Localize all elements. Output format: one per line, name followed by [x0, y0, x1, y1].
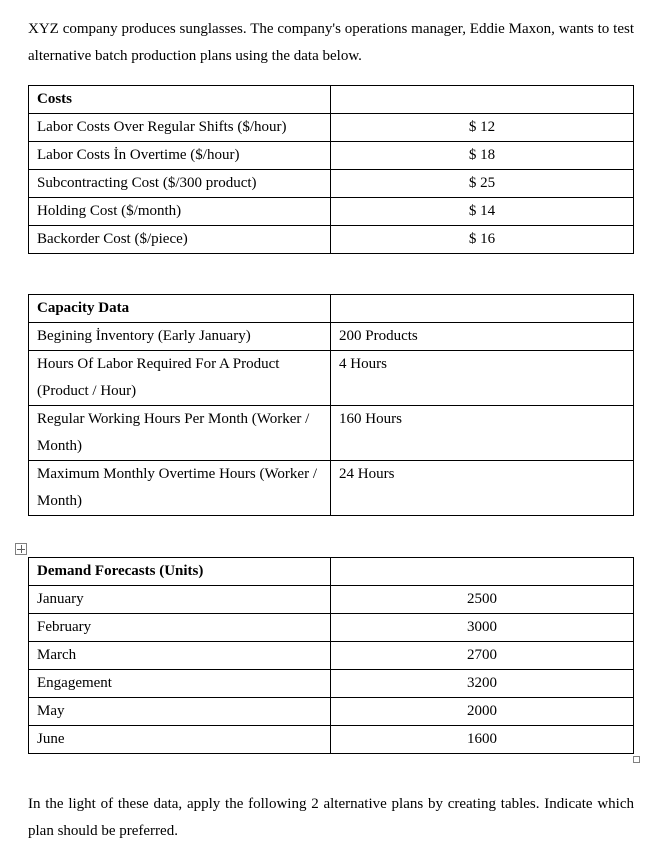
row-value: 3000	[331, 614, 634, 642]
demand-table	[28, 557, 634, 754]
row-value: $ 16	[331, 226, 634, 254]
table-row	[29, 323, 634, 351]
row-label: Subcontracting Cost ($/300 product)	[29, 170, 331, 198]
row-label: March	[29, 642, 331, 670]
row-label: Backorder Cost ($/piece)	[29, 226, 331, 254]
row-value: $ 12	[331, 114, 634, 142]
table-row	[29, 170, 634, 198]
costs-table	[28, 85, 634, 254]
table-row	[29, 114, 634, 142]
table-row	[29, 642, 634, 670]
row-value: $ 25	[331, 170, 634, 198]
costs-header-value	[331, 86, 634, 114]
row-label: Regular Working Hours Per Month (Worker / Month)	[29, 406, 331, 461]
row-label: Hours Of Labor Required For A Product (Product / Hour)	[29, 351, 331, 406]
row-value: 1600	[331, 726, 634, 754]
closing-paragraph: In the light of these data, apply the following 2 alternative plans by creating tables. Indicate which plan should be preferred.	[28, 796, 634, 839]
row-value: 2700	[331, 642, 634, 670]
intro-paragraph: XYZ company produces sunglasses. The company's operations manager, Eddie Maxon, wants to test alternative batch production plans using the data below.	[28, 21, 634, 64]
row-label: Labor Costs Over Regular Shifts ($/hour)	[29, 114, 331, 142]
row-label: February	[29, 614, 331, 642]
demand-header-value	[331, 558, 634, 586]
table-row	[29, 726, 634, 754]
row-value: 2500	[331, 586, 634, 614]
row-label: Labor Costs İn Overtime ($/hour)	[29, 142, 331, 170]
table-row	[29, 586, 634, 614]
table-row	[29, 698, 634, 726]
row-label: June	[29, 726, 331, 754]
row-value: 3200	[331, 670, 634, 698]
row-label: January	[29, 586, 331, 614]
row-value: 4 Hours	[331, 351, 634, 406]
capacity-table	[28, 294, 634, 516]
table-resize-handle[interactable]	[633, 756, 640, 763]
row-value: $ 18	[331, 142, 634, 170]
table-row	[29, 142, 634, 170]
table-move-handle-icon[interactable]	[15, 543, 27, 555]
costs-header: Costs	[29, 86, 331, 114]
table-header-row	[29, 86, 634, 114]
table-row	[29, 226, 634, 254]
table-header-row	[29, 295, 634, 323]
row-value: $ 14	[331, 198, 634, 226]
table-row	[29, 351, 634, 406]
capacity-header: Capacity Data	[29, 295, 331, 323]
table-row	[29, 406, 634, 461]
table-row	[29, 614, 634, 642]
table-row	[29, 670, 634, 698]
row-label: Begining İnventory (Early January)	[29, 323, 331, 351]
row-value: 24 Hours	[331, 461, 634, 516]
row-value: 200 Products	[331, 323, 634, 351]
row-value: 160 Hours	[331, 406, 634, 461]
demand-header: Demand Forecasts (Units)	[29, 558, 331, 586]
capacity-header-value	[331, 295, 634, 323]
table-row	[29, 198, 634, 226]
table-row	[29, 461, 634, 516]
row-label: May	[29, 698, 331, 726]
row-label: Maximum Monthly Overtime Hours (Worker / Month)	[29, 461, 331, 516]
row-value: 2000	[331, 698, 634, 726]
table-header-row	[29, 558, 634, 586]
row-label: Engagement	[29, 670, 331, 698]
row-label: Holding Cost ($/month)	[29, 198, 331, 226]
